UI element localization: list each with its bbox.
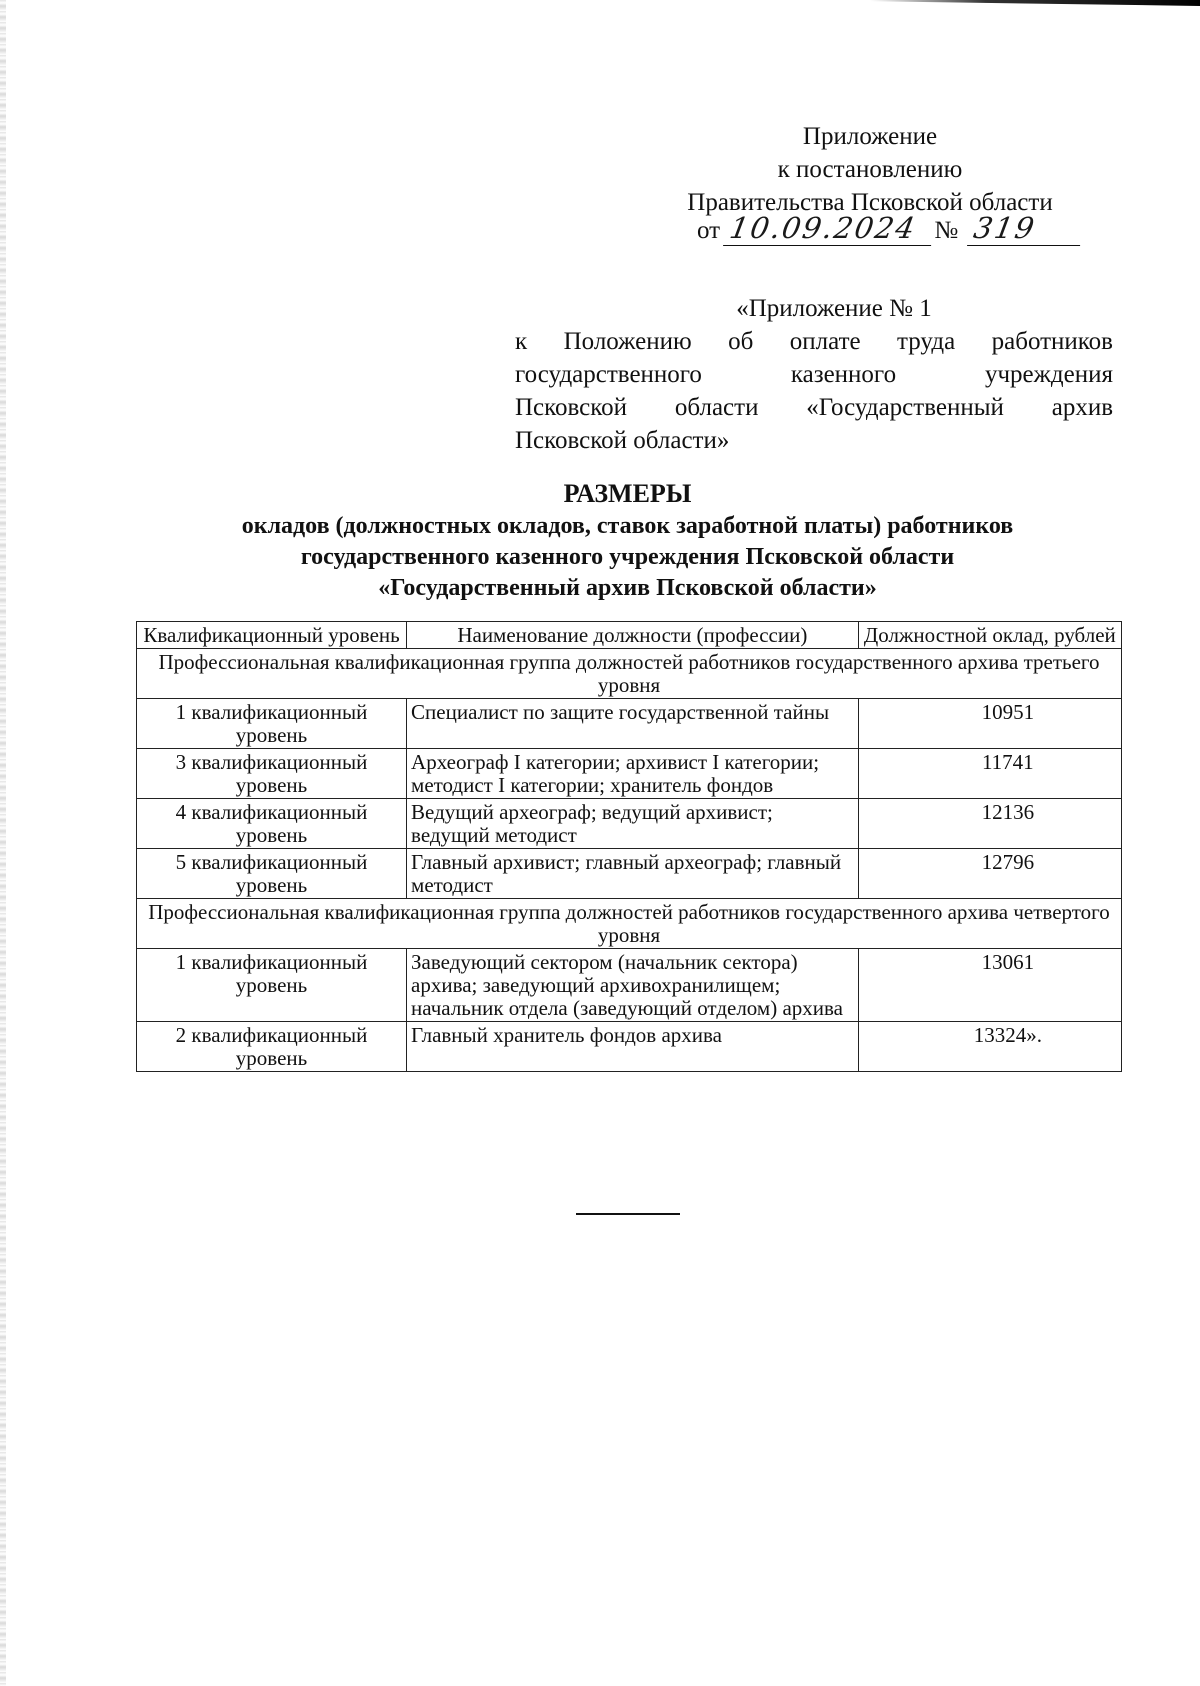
appendix-line-4: Псковской области» — [515, 427, 730, 454]
document-title — [130, 478, 1125, 604]
cell-position: Ведущий археограф; ведущий архивист; ведущий методист — [407, 799, 859, 849]
title-subtitle-line-1: окладов (должностных окладов, ставок заработной платы) работников — [241, 513, 1014, 539]
date-prefix: от — [697, 217, 721, 244]
word: области — [674, 394, 759, 421]
salary-table — [136, 621, 1122, 1072]
appendix-line-2 — [515, 358, 1113, 391]
word: государственного — [515, 361, 702, 388]
group-row — [137, 649, 1122, 699]
table-header-row — [137, 622, 1122, 649]
header-position: Наименование должности (профессии) — [407, 622, 859, 649]
word: казенного — [790, 361, 897, 388]
header-level: Квалификационный уровень — [137, 622, 407, 649]
number-sign: № — [934, 217, 959, 244]
word: работников — [991, 328, 1113, 355]
word: учреждения — [984, 361, 1113, 388]
table-row — [137, 849, 1122, 899]
scan-artifact-left-edge — [0, 0, 6, 1686]
appendix-line-1 — [515, 325, 1113, 358]
cell-level: 1 квалификационный уровень — [137, 699, 407, 749]
table-row — [137, 749, 1122, 799]
cell-salary: 10951 — [858, 699, 1121, 749]
table-row — [137, 949, 1122, 1022]
title-main: РАЗМЕРЫ — [563, 479, 692, 508]
cell-salary: 11741 — [858, 749, 1121, 799]
cell-salary: 12796 — [858, 849, 1121, 899]
cell-level: 2 квалификационный уровень — [137, 1022, 407, 1072]
word: Псковской — [515, 394, 628, 421]
word: архив — [1051, 394, 1113, 421]
table-row — [137, 699, 1122, 749]
date-number-line — [697, 212, 1083, 247]
appendix-title: «Приложение № 1 — [736, 295, 932, 322]
cell-position: Главный хранитель фондов архива — [407, 1022, 859, 1072]
title-subtitle-line-3: «Государственный архив Псковской области» — [378, 575, 877, 601]
cell-salary: 12136 — [858, 799, 1121, 849]
header-line-appendix: Приложение — [802, 123, 938, 150]
word: Положению — [563, 328, 692, 355]
word: труда — [897, 328, 956, 355]
group-row — [137, 899, 1122, 949]
cell-position: Археограф I категории; архивист I категории; методист I категории; хранитель фондов — [407, 749, 859, 799]
cell-position: Заведующий сектором (начальник сектора) архива; заведующий архивохранилищем; начальник отдела (заведующий отделом) архива — [407, 949, 859, 1022]
group-title: Профессиональная квалификационная группа должностей работников государственного архива четвертого уровня — [137, 899, 1122, 949]
word: оплате — [789, 328, 861, 355]
cell-level: 5 квалификационный уровень — [137, 849, 407, 899]
cell-salary: 13061 — [858, 949, 1121, 1022]
title-subtitle-line-2: государственного казенного учреждения Псковской области — [300, 544, 955, 570]
cell-level: 4 квалификационный уровень — [137, 799, 407, 849]
approval-header — [640, 120, 1100, 219]
cell-salary: 13324». — [858, 1022, 1121, 1072]
appendix-reference — [515, 292, 1113, 457]
table-row — [137, 799, 1122, 849]
handwritten-date: 10.09.2024 — [723, 212, 937, 246]
cell-level: 1 квалификационный уровень — [137, 949, 407, 1022]
word: к — [515, 328, 528, 355]
scan-artifact-top-edge — [870, 0, 1200, 6]
word: «Государственный — [806, 394, 1004, 421]
cell-position: Специалист по защите государственной тайны — [407, 699, 859, 749]
group-title: Профессиональная квалификационная группа должностей работников государственного архива третьего уровня — [137, 649, 1122, 699]
header-line-government: Правительства Псковской области — [687, 189, 1053, 216]
header-line-to-resolution: к постановлению — [777, 156, 963, 183]
cell-position: Главный архивист; главный археограф; главный методист — [407, 849, 859, 899]
handwritten-number: 319 — [967, 212, 1086, 246]
header-salary: Должностной оклад, рублей — [858, 622, 1121, 649]
end-of-document-rule — [576, 1213, 680, 1215]
table-row — [137, 1022, 1122, 1072]
appendix-line-3 — [515, 391, 1113, 424]
cell-level: 3 квалификационный уровень — [137, 749, 407, 799]
word: об — [728, 328, 754, 355]
